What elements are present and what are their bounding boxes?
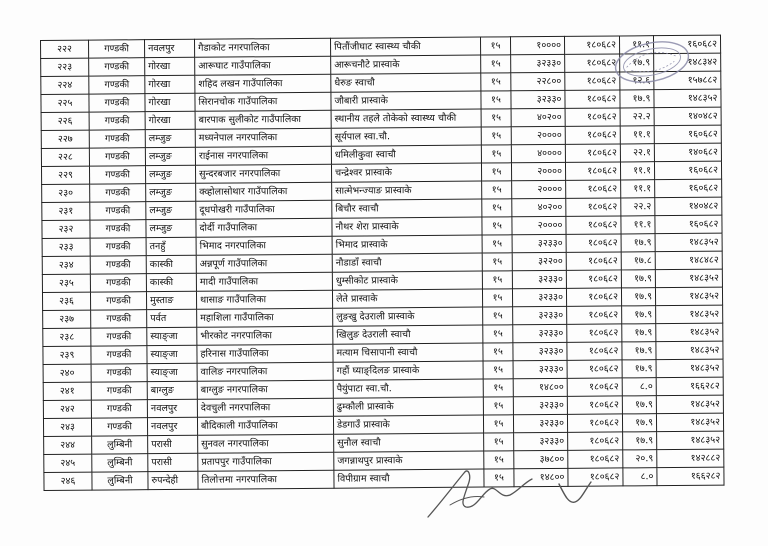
total-scale-cell: १८०६८२ [565,108,620,126]
health-office-cell: सुनौल स्वाचौ [334,433,484,452]
district-cell: स्याङ्जा [147,327,197,345]
health-office-cell: ढुम्कौली प्रास्वाके [333,397,483,416]
total-scale-cell: १८०६८२ [566,270,621,288]
serial-number-cell: २२७ [41,130,89,148]
basic-salary-cell: ३२३३० [513,306,567,324]
level-cell: १५ [482,235,512,253]
percent-cell: १७.९ [622,324,656,342]
basic-salary-cell: ४०२०० [511,108,565,126]
total-scale-cell: १८०६८२ [566,234,621,252]
level-cell: १५ [484,451,514,469]
serial-number-cell: २३४ [42,256,90,274]
province-cell: गण्डकी [90,184,146,202]
municipality-cell: मादी गाउँपालिका [196,272,332,291]
level-cell: १५ [480,37,510,55]
district-cell: तनहुँ [146,237,196,255]
municipality-cell: राईनास नगरपालिका [195,146,331,165]
health-office-cell: सात्मेभन्ज्याङ प्रास्वाके [332,181,482,200]
health-office-cell: आरूचनौटे प्रास्वाके [331,55,481,74]
municipality-cell: शहिद लखन गाउँपालिका [195,74,331,93]
percent-cell: १७.९ [621,234,655,252]
percent-cell: २२.२ [621,198,655,216]
health-office-cell: नौथर शेरा प्रास्वाके [332,217,482,236]
total-cell: १६०६८२ [655,179,722,198]
municipality-cell: बौदिकाली गाउँपालिका [197,416,333,435]
district-cell: गोरखा [145,111,195,129]
serial-number-cell: २४१ [43,382,91,400]
basic-salary-cell: २०००० [511,162,565,180]
district-cell: लम्जुङ [145,147,195,165]
level-cell: १५ [481,91,511,109]
percent-cell: १७.९ [620,90,654,108]
level-cell: १५ [482,217,512,235]
total-cell: १४८३५२ [656,413,723,432]
province-cell: गण्डकी [90,238,146,256]
basic-salary-cell: २०००० [512,216,566,234]
health-office-cell: लुङखु देउराली प्रास्वाके [333,307,483,326]
province-cell: गण्डकी [89,166,145,184]
level-cell: १५ [483,397,513,415]
percent-cell: ११.१ [621,180,655,198]
level-cell: १५ [481,55,511,73]
basic-salary-cell: ३२३३० [514,432,568,450]
total-scale-cell: १८०६८२ [567,378,622,396]
municipality-cell: बारपाक सुलीकोट गाउँपालिका [195,110,331,129]
municipality-cell: तिलोत्तमा नगरपालिका [198,470,334,489]
municipality-cell: अन्नपूर्ण गाउँपालिका [196,254,332,273]
total-cell: १४०४८२ [654,107,721,126]
total-scale-cell: १८०६८२ [567,306,622,324]
district-cell: नवलपुर [145,39,195,57]
municipality-cell: भिमाद नगरपालिका [196,236,332,255]
level-cell: १५ [482,271,512,289]
province-cell: गण्डकी [91,328,147,346]
health-office-cell: धैरुङ स्वाचौ [331,73,481,92]
municipality-cell: गैडाकोट नगरपालिका [194,38,330,57]
province-cell: गण्डकी [91,382,147,400]
level-cell: १५ [481,127,511,145]
percent-cell: २२.१ [620,144,654,162]
province-cell: लुम्बिनी [92,454,148,472]
province-cell: गण्डकी [89,130,145,148]
serial-number-cell: २४६ [44,472,92,490]
serial-number-cell: २४५ [44,454,92,472]
total-cell: १४८३५२ [654,89,721,108]
basic-salary-cell: ३२३३० [513,324,567,342]
municipality-cell: महाशिला गाउँपालिका [197,308,333,327]
percent-cell: १७.९ [621,288,655,306]
total-cell: १६०६८२ [654,161,721,180]
district-cell: मुस्ताङ [146,291,196,309]
municipality-cell: भीरकोट नगरपालिका [197,326,333,345]
municipality-cell: आरूघाट गाउँपालिका [195,56,331,75]
total-cell: १४८३४२ [654,53,721,72]
total-scale-cell: १८०६८२ [566,288,621,306]
basic-salary-cell: ४०२०० [512,198,566,216]
total-cell: १४८३५२ [655,233,722,252]
total-scale-cell: १८०६८२ [567,342,622,360]
level-cell: १५ [481,109,511,127]
serial-number-cell: २४३ [43,418,91,436]
basic-salary-cell: २२८०० [511,72,565,90]
basic-salary-cell: २०००० [512,180,566,198]
district-cell: लम्जुङ [145,129,195,147]
percent-cell: ११.१ [619,36,653,54]
province-cell: लुम्बिनी [92,436,148,454]
serial-number-cell: २४२ [43,400,91,418]
total-cell: १६०६८२ [655,215,722,234]
basic-salary-cell: २०००० [511,126,565,144]
total-cell: १४८३५२ [656,359,723,378]
total-scale-cell: १८०६८२ [565,90,620,108]
province-cell: गण्डकी [89,40,145,58]
basic-salary-cell: ३२३३० [513,396,567,414]
serial-number-cell: २३९ [43,346,91,364]
health-office-cell: लेते प्रास्वाके [332,289,482,308]
municipality-cell: सुन्दरबजार नगरपालिका [195,164,331,183]
serial-number-cell: २४४ [44,436,92,454]
percent-cell: १७.८ [621,252,655,270]
district-cell: रुपन्देही [148,471,198,489]
municipality-cell: देवचुली नगरपालिका [197,398,333,417]
serial-number-cell: २३६ [42,292,90,310]
municipality-cell: बाग्लुङ नगरपालिका [197,380,333,399]
basic-salary-cell: १४८०० [513,378,567,396]
municipality-cell: थासाङ गाउँपालिका [196,290,332,309]
total-cell: १५७८८२ [654,71,721,90]
district-cell: नवलपुर [147,399,197,417]
total-scale-cell: १८०६८२ [566,180,621,198]
district-cell: परासी [148,453,198,471]
level-cell: १५ [482,253,512,271]
serial-number-cell: २३७ [43,310,91,328]
table-body [41,35,725,490]
percent-cell: ८.० [622,378,656,396]
health-office-cell: पितौंजीघाट स्वास्थ्य चौकी [330,37,480,56]
health-office-cell: मत्याम चिसापानी स्वाचौ [333,343,483,362]
province-cell: गण्डकी [89,148,145,166]
percent-cell: १२.६ [620,72,654,90]
percent-cell: ८.० [623,468,657,486]
health-office-cell: गहौं घ्याङ्दिलङ प्रास्वाके [333,361,483,380]
health-office-cell: जौबारी प्रास्वाके [331,91,481,110]
province-cell: गण्डकी [91,310,147,328]
serial-number-cell: २२९ [41,166,89,184]
total-scale-cell: १८०६८२ [567,324,622,342]
municipality-cell: हरिनास गाउँपालिका [197,344,333,363]
percent-cell: ११.१ [620,162,654,180]
percent-cell: १७.९ [622,342,656,360]
serial-number-cell: २२४ [41,76,89,94]
total-scale-cell: १८०६८२ [565,54,620,72]
district-cell: लम्जुङ [145,165,195,183]
province-cell: गण्डकी [89,112,145,130]
level-cell: १५ [481,145,511,163]
percent-cell: १७.९ [623,432,657,450]
province-cell: गण्डकी [90,202,146,220]
level-cell: १५ [484,469,514,487]
percent-cell: १७.९ [621,270,655,288]
health-office-cell: भिमाद प्रास्वाके [332,235,482,254]
serial-number-cell: २३२ [42,220,90,238]
district-cell: लम्जुङ [146,201,196,219]
district-cell: कास्की [146,255,196,273]
basic-salary-cell: ३२३३० [512,234,566,252]
percent-cell: १७.९ [622,414,656,432]
municipality-cell: वालिङ नगरपालिका [197,362,333,381]
district-cell: बाग्लुङ [147,381,197,399]
total-scale-cell: १८०६८२ [566,198,621,216]
basic-salary-cell: ३२३३० [511,54,565,72]
basic-salary-cell: १०००० [510,36,564,54]
total-scale-cell: १८०६८२ [566,252,621,270]
district-cell: कास्की [146,273,196,291]
province-cell: लुम्बिनी [92,472,148,490]
serial-number-cell: २३८ [43,328,91,346]
level-cell: १५ [481,163,511,181]
province-cell: गण्डकी [90,220,146,238]
health-office-cell: विपीग्राम स्वाचौ [334,469,484,488]
health-office-cell: डेडगाउँ प्रास्वाके [333,415,483,434]
district-cell: नवलपुर [147,417,197,435]
health-office-cell: सूर्यपाल स्वा.चौ. [331,127,481,146]
level-cell: १५ [483,325,513,343]
level-cell: १५ [482,289,512,307]
percent-cell: ११.१ [621,216,655,234]
total-cell: १४८३५२ [656,305,723,324]
serial-number-cell: २२५ [41,94,89,112]
total-scale-cell: १८०६८२ [568,468,623,486]
total-scale-cell: १८०६८२ [567,414,622,432]
district-cell: गोरखा [145,93,195,111]
total-cell: १४८३५२ [655,269,722,288]
total-cell: १४०६८२ [654,143,721,162]
health-office-cell: धुम्सीकोट प्रास्वाके [332,271,482,290]
serial-number-cell: २२६ [41,112,89,130]
serial-number-cell: २३५ [42,274,90,292]
total-scale-cell: १८०६८२ [568,450,623,468]
province-cell: गण्डकी [91,364,147,382]
province-cell: गण्डकी [91,346,147,364]
basic-salary-cell: ३२३३० [512,270,566,288]
serial-number-cell: २२२ [41,40,89,58]
municipality-cell: क्व्होलासोथार गाउँपालिका [196,182,332,201]
total-scale-cell: १८०६८२ [568,432,623,450]
total-cell: १४८३५२ [657,431,724,450]
total-cell: १६६२८२ [657,467,724,486]
province-cell: गण्डकी [90,292,146,310]
percent-cell: १७.९ [622,396,656,414]
total-scale-cell: १८०६८२ [565,162,620,180]
basic-salary-cell: ३२३३० [513,342,567,360]
health-office-cell: जगन्नाथपुर प्रास्वाके [334,451,484,470]
basic-salary-cell: ३२३३० [511,90,565,108]
municipality-cell: सुनवल नगरपालिका [198,434,334,453]
province-cell: गण्डकी [90,274,146,292]
serial-number-cell: २३१ [42,202,90,220]
total-cell: १६०६८२ [653,35,720,54]
district-cell: गोरखा [145,75,195,93]
health-office-cell: धमिलीकुवा स्वाचौ [331,145,481,164]
level-cell: १५ [482,199,512,217]
basic-salary-cell: ३७८०० [514,450,568,468]
province-cell: गण्डकी [91,400,147,418]
province-cell: गण्डकी [90,256,146,274]
total-scale-cell: १८०६८२ [565,72,620,90]
level-cell: १५ [483,379,513,397]
province-cell: गण्डकी [91,418,147,436]
total-scale-cell: १८०६८२ [564,36,619,54]
district-cell: पर्वत [147,309,197,327]
level-cell: १५ [483,361,513,379]
level-cell: १५ [481,73,511,91]
municipality-cell: दोर्दी गाउँपालिका [196,218,332,237]
municipality-cell: प्रतापपुर गाउँपालिका [198,452,334,471]
level-cell: १५ [484,433,514,451]
total-cell: १४०४८२ [655,197,722,216]
total-cell: १६०६८२ [654,125,721,144]
health-office-cell: खिलुङ देउराली स्वाचौ [333,325,483,344]
percent-cell: २०.९ [623,450,657,468]
total-cell: १६६२८२ [656,377,723,396]
province-cell: गण्डकी [89,76,145,94]
province-cell: गण्डकी [89,58,145,76]
total-scale-cell: १८०६८२ [567,360,622,378]
percent-cell: १७.९ [622,306,656,324]
serial-number-cell: २४० [43,364,91,382]
basic-salary-cell: ३२२०० [512,252,566,270]
total-scale-cell: १८०६८२ [565,144,620,162]
serial-number-cell: २२३ [41,58,89,76]
district-cell: लम्जुङ [146,219,196,237]
district-cell: स्याङ्जा [147,345,197,363]
health-office-cell: स्थानीय तहले तोकेको स्वास्थ्य चौकी [331,109,481,128]
total-cell: १४८३५२ [656,323,723,342]
basic-salary-cell: १४८०० [514,468,568,486]
level-cell: १५ [483,415,513,433]
health-office-cell: पैयुंपाटा स्वा.चौ. [333,379,483,398]
basic-salary-cell: ३२३३० [512,288,566,306]
municipality-cell: दूधपोखरी गाउँपालिका [196,200,332,219]
basic-salary-cell: ३२३३० [513,414,567,432]
municipality-cell: सिरानचोक गाउँपालिका [195,92,331,111]
total-cell: १४८३५२ [655,287,722,306]
level-cell: १५ [483,307,513,325]
total-cell: १४८४८२ [655,251,722,270]
province-cell: गण्डकी [89,94,145,112]
municipality-cell: मध्यनेपाल नगरपालिका [195,128,331,147]
basic-salary-cell: ४०००० [511,144,565,162]
serial-number-cell: २३३ [42,238,90,256]
percent-cell: ११.१ [620,126,654,144]
total-scale-cell: १८०६८२ [567,396,622,414]
district-cell: लम्जुङ [146,183,196,201]
serial-number-cell: २३० [42,184,90,202]
total-scale-cell: १८०६८२ [565,126,620,144]
payment-table [40,35,725,491]
district-cell: गोरखा [145,57,195,75]
total-cell: १४८३५२ [656,341,723,360]
health-office-cell: बिचौर स्वाचौ [332,199,482,218]
district-cell: परासी [148,435,198,453]
percent-cell: २२.२ [620,108,654,126]
district-cell: स्याङ्जा [147,363,197,381]
serial-number-cell: २२८ [41,148,89,166]
health-office-cell: चन्द्रेश्वर प्रास्वाके [331,163,481,182]
health-office-cell: नौडाडाँ स्वाचौ [332,253,482,272]
percent-cell: १७.९ [620,54,654,72]
total-cell: १४८३५२ [656,395,723,414]
level-cell: १५ [482,181,512,199]
level-cell: १५ [483,343,513,361]
percent-cell: १७.९ [622,360,656,378]
basic-salary-cell: ३२३३० [513,360,567,378]
total-scale-cell: १८०६८२ [566,216,621,234]
total-cell: १४२८८२ [657,449,724,468]
